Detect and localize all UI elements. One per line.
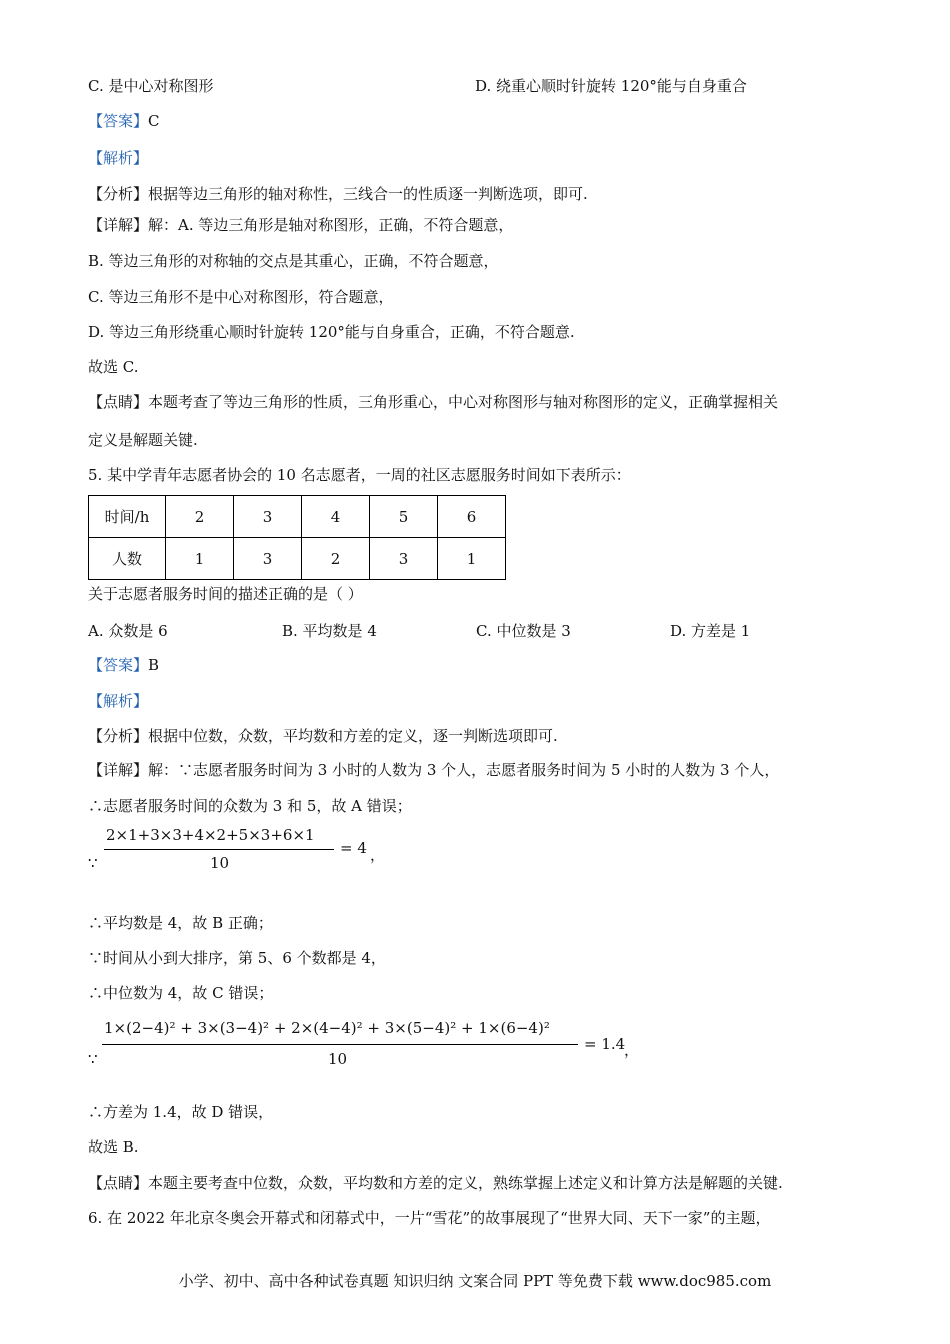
step-median: ∴中位数为 4，故 C 错误； xyxy=(88,984,274,1002)
variance-result: = 1.4 xyxy=(584,1035,626,1053)
question-5-prompt: 关于志愿者服务时间的描述正确的是（ ） xyxy=(88,585,363,603)
dianjing-line xyxy=(88,1173,783,1193)
dianjing-text: 本题主要考查中位数，众数，平均数和方差的定义，熟练掌握上述定义和计算方法是解题的关键. xyxy=(148,1174,783,1192)
option-d: D. 方差是 1 xyxy=(670,622,751,640)
fenxi-text: 根据中位数，众数，平均数和方差的定义，逐一判断选项即可. xyxy=(148,727,558,745)
table-row-hours xyxy=(89,496,506,538)
answer-line xyxy=(88,111,160,131)
dianjing-text: 本题考查了等边三角形的性质，三角形重心，中心对称图形与轴对称图形的定义，正确掌握相关 xyxy=(148,393,779,411)
dianjing-tag: 【点睛】 xyxy=(88,393,149,411)
step-variance: ∴方差为 1.4，故 D 错误， xyxy=(88,1103,274,1121)
mean-result: = 4 xyxy=(340,839,367,857)
fraction-bar xyxy=(102,1044,578,1045)
analysis-fenxi xyxy=(88,726,558,746)
page-footer: 小学、初中、高中各种试卷真题 知识归纳 文案合同 PPT 等免费下载 www.doc985.com xyxy=(178,1272,772,1290)
table-cell: 3 xyxy=(370,538,438,580)
fraction-bar xyxy=(104,849,334,850)
option-d: D. 绕重心顺时针旋转 120°能与自身重合 xyxy=(475,77,747,95)
answer-tag: 【答案】 xyxy=(88,112,149,130)
question-6-stem: 6. 在 2022 年北京冬奥会开幕式和闭幕式中，一片“雪花”的故事展现了“世界大同、天下一家”的主题， xyxy=(88,1209,771,1227)
step-sort: ∵时间从小到大排序，第 5、6 个数都是 4， xyxy=(88,949,386,967)
table-cell: 1 xyxy=(438,538,506,580)
table-cell: 5 xyxy=(370,496,438,538)
table-cell: 4 xyxy=(302,496,370,538)
fenxi-tag: 【分析】 xyxy=(88,185,149,203)
table-header-label: 时间/h xyxy=(89,496,166,538)
because-symbol: ∵ xyxy=(88,854,98,872)
fenxi-tag: 【分析】 xyxy=(88,727,149,745)
service-time-table xyxy=(88,495,506,580)
mean-denominator: 10 xyxy=(210,854,230,872)
answer-value: B xyxy=(148,656,160,674)
xiangjie-tag: 【详解】 xyxy=(88,761,149,779)
explain-c: C. 等边三角形不是中心对称图形，符合题意， xyxy=(88,288,394,306)
option-c: C. 是中心对称图形 xyxy=(88,77,214,95)
table-cell: 3 xyxy=(234,538,302,580)
conclusion: 故选 C. xyxy=(88,358,139,376)
explain-d: D. 等边三角形绕重心顺时针旋转 120°能与自身重合，正确，不符合题意. xyxy=(88,323,575,341)
step-mean: ∴平均数是 4，故 B 正确； xyxy=(88,914,273,932)
variance-numerator: 1×(2−4)² + 3×(3−4)² + 2×(4−4)² + 3×(5−4)² + 1×(6−4)² xyxy=(104,1019,550,1037)
step-mode: ∴志愿者服务时间的众数为 3 和 5，故 A 错误； xyxy=(88,797,412,815)
question-5-stem: 5. 某中学青年志愿者协会的 10 名志愿者，一周的社区志愿服务时间如下表所示： xyxy=(88,466,631,484)
analysis-xiangjie xyxy=(88,760,779,780)
option-a: A. 众数是 6 xyxy=(88,622,168,640)
answer-line xyxy=(88,655,159,675)
answer-value: C xyxy=(148,112,160,130)
table-row-counts xyxy=(89,538,506,580)
table-cell: 2 xyxy=(166,496,234,538)
xiangjie-text: 解：∵志愿者服务时间为 3 小时的人数为 3 个人，志愿者服务时间为 5 小时的人数为 3 个人， xyxy=(148,761,780,779)
analysis-xiangjie xyxy=(88,215,513,235)
table-cell: 3 xyxy=(234,496,302,538)
because-symbol: ∵ xyxy=(88,1050,98,1068)
table-cell: 6 xyxy=(438,496,506,538)
analysis-tag: 【解析】 xyxy=(88,692,149,710)
table-cell: 1 xyxy=(166,538,234,580)
option-c: C. 中位数是 3 xyxy=(476,622,571,640)
variance-denominator: 10 xyxy=(328,1050,348,1068)
comma: ， xyxy=(624,1041,640,1059)
table-cell: 2 xyxy=(302,538,370,580)
option-b: B. 平均数是 4 xyxy=(282,622,377,640)
dianjing-tag: 【点睛】 xyxy=(88,1174,149,1192)
dianjing-line-1 xyxy=(88,392,778,412)
answer-tag: 【答案】 xyxy=(88,656,149,674)
variance-formula xyxy=(88,1017,648,1071)
conclusion: 故选 B. xyxy=(88,1138,139,1156)
fenxi-text: 根据等边三角形的轴对称性，三线合一的性质逐一判断选项，即可. xyxy=(148,185,588,203)
explain-b: B. 等边三角形的对称轴的交点是其重心，正确，不符合题意， xyxy=(88,252,499,270)
analysis-tag: 【解析】 xyxy=(88,149,149,167)
xiangjie-text: 解：A. 等边三角形是轴对称图形，正确，不符合题意， xyxy=(148,216,514,234)
table-row-label: 人数 xyxy=(89,538,166,580)
xiangjie-tag: 【详解】 xyxy=(88,216,149,234)
mean-formula xyxy=(88,826,388,874)
dianjing-line-2: 定义是解题关键. xyxy=(88,431,198,449)
comma: ， xyxy=(370,846,386,864)
mean-numerator: 2×1+3×3+4×2+5×3+6×1 xyxy=(106,826,315,844)
analysis-fenxi xyxy=(88,184,588,204)
